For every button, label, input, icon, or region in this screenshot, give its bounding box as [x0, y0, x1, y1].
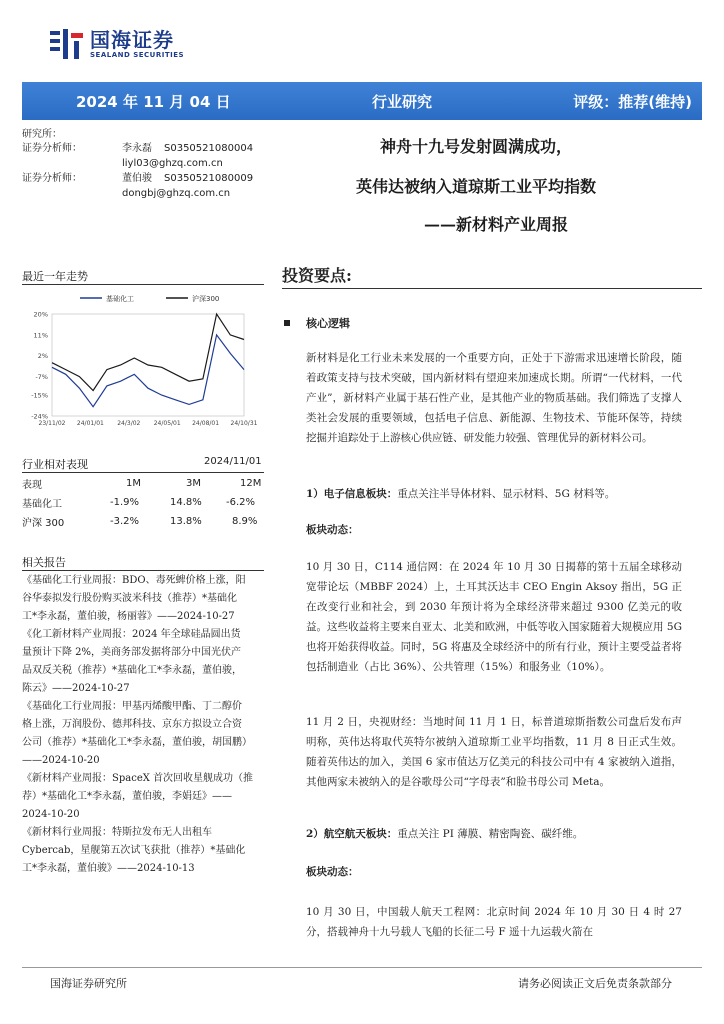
table-row [22, 493, 264, 511]
perf-row-12m: -6.2% [226, 496, 256, 508]
perf-row-12m: 8.9% [232, 515, 258, 527]
x-tick-label: 23/11/02 [38, 420, 66, 427]
report-line: 公司（推荐）*基础化工*李永磊，董伯骏，胡国鹏） [22, 737, 252, 748]
section-aerospace-text: 重点关注 PI 薄膜、精密陶瓷、碳纤维。 [397, 828, 584, 840]
paragraph-core-logic: 新材料是化工行业未来发展的一个重要方向，正处于下游需求迅速增长阶段，随着政策支持与技术突破，国内新材料有望迎来加速成长期。所谓“一代材料，一代产业”，新材料产业属于基石性产业，是其他产业的物质基础。我们筛选了支撑人类社会发展的重要领域，包括电子信息、新能源、生物技术、节能环保等，持续挖掘并追踪处于上游核心供应链、研发能力较强、管理优异的新材料公司。 [306, 352, 682, 444]
x-tick-label: 24/01/01 [76, 420, 104, 427]
analyst-name-2: 董伯骏 [122, 173, 152, 184]
performance-date: 2024/11/01 [204, 456, 262, 467]
paragraph-nvidia: 11 月 2 日，央视财经：当地时间 11 月 1 日，标普道琼斯指数公司盘后发布声明称，英伟达将取代英特尔被纳入道琼斯工业平均指数，11 月 8 日正式生效。随着英伟达的加入，美国 6 家市值达万亿美元的科技公司中有 4 家被纳入道指，其他两家未被纳入的是谷歌母公司“字母表”和脸书母公司 Meta。 [306, 716, 682, 788]
report-date: 2024 年 11 月 04 日 [76, 93, 231, 111]
footer-right: 请务必阅读正文后免责条款部分 [518, 977, 672, 990]
logo-mark-icon [50, 27, 84, 61]
title-line-2: 英伟达被纳入道琼斯工业平均指数 [355, 177, 596, 196]
report-line: 陈云》——2024-10-27 [22, 683, 130, 694]
dynamics-label-1: 板块动态： [306, 524, 359, 536]
analyst-role-2: 证券分析师： [22, 173, 82, 184]
analyst-cert-1: S0350521080004 [164, 143, 254, 154]
series-line [52, 314, 244, 391]
report-line: 荐）*基础化工*李永磊，董伯骏，李娟廷》—— [22, 791, 232, 802]
perf-row-3m: 13.8% [170, 515, 202, 527]
y-tick-label: 20% [33, 310, 48, 319]
report-line: 量预计下降 2%，美商务部发据将部分中国光伏产 [22, 647, 242, 658]
reports-list [22, 572, 264, 878]
section-aerospace [306, 824, 682, 844]
report-category: 行业研究 [372, 93, 433, 111]
company-logo [50, 24, 184, 64]
perf-row-name: 基础化工 [22, 498, 62, 510]
perf-header-1m: 1M [126, 477, 141, 489]
section-electronics [306, 484, 682, 504]
legend-label: 基础化工 [106, 295, 134, 303]
y-tick-label: -7% [35, 373, 48, 382]
trend-chart [22, 290, 264, 430]
analyst-name-1: 李永磊 [122, 143, 152, 154]
report-line: 品双反关税（推荐）*基础化工*李永磊，董伯骏， [22, 665, 242, 676]
perf-header-label: 表现 [22, 479, 42, 491]
report-line: 谷华泰拟发行股份购买波米科技（推荐）*基础化 [22, 593, 237, 604]
report-line: 《新材料产业周报：SpaceX 首次回收星舰成功（推 [22, 773, 254, 784]
header-banner [22, 82, 702, 120]
core-logic-heading: 核心逻辑 [306, 317, 350, 330]
report-line: 《化工新材料产业周报：2024 年全球硅晶圆出货 [22, 629, 241, 640]
y-tick-label: -15% [31, 391, 48, 400]
paragraph-shenzhou: 10 月 30 日，中国载人航天工程网：北京时间 2024 年 10 月 30 日 4 时 27 分，搭载神舟十九号载人飞船的长征二号 F 遥十九运载火箭在 [306, 906, 682, 938]
report-rating: 评级：推荐(维持) [573, 93, 692, 111]
perf-row-1m: -1.9% [110, 496, 140, 508]
analyst-email-1: liyl03@ghzq.com.cn [122, 158, 223, 169]
footer-divider [22, 967, 702, 968]
bullet-square-icon [284, 320, 290, 326]
report-line: 2024-10-20 [22, 809, 80, 820]
table-row [22, 512, 264, 530]
x-tick-label: 24/10/31 [230, 420, 258, 427]
reports-divider [22, 570, 264, 571]
perf-row-3m: 14.8% [170, 496, 202, 508]
analyst-role-1: 证券分析师： [22, 143, 82, 154]
report-line: Cybercab，星舰第五次试飞获批（推荐）*基础化 [22, 845, 246, 856]
performance-header-row [22, 474, 264, 492]
report-line: 格上涨，万润股份、德邦科技、京东方拟设立合资 [22, 719, 242, 730]
trend-heading: 最近一年走势 [22, 270, 88, 283]
performance-heading: 行业相对表现 [22, 458, 88, 471]
section-aerospace-label: 2）航空航天板块： [306, 828, 398, 840]
report-line: 《新材料行业周报：特斯拉发布无人出租车 [22, 827, 212, 838]
legend-label: 沪深300 [192, 295, 220, 303]
y-tick-label: 11% [33, 331, 48, 340]
section-electronics-label: 1）电子信息板块： [306, 488, 398, 500]
y-tick-label: 2% [37, 352, 48, 361]
performance-divider [22, 472, 264, 473]
paragraph-mbbf: 10 月 30 日，C114 通信网：在 2024 年 10 月 30 日揭幕的第十五届全球移动宽带论坛（MBBF 2024）上，土耳其沃达丰 CEO Engin Aksoy 指出，5G 正在改变行业和社会，到 2030 年预计将为全球经济带来超过 9300 亿美元的收益。这些收益将主要来自亚太、北美和欧洲，中低等收入国家随着大规模应用 5G 也将开始获得收益。同时，5G 将惠及全球经济中的所有行业，预计主要受益者将包括制造业（占比 36%）、公共管理（15%）和服务业（10%）。 [306, 561, 682, 673]
logo-cn-text: 国海证券 [90, 28, 174, 52]
y-tick-label: -24% [31, 412, 48, 421]
analyst-email-2: dongbj@ghzq.com.cn [122, 188, 231, 199]
report-line: 工*李永磊，董伯骏》——2024-10-13 [22, 863, 195, 874]
perf-header-3m: 3M [186, 477, 201, 489]
perf-row-1m: -3.2% [110, 515, 140, 527]
perf-header-12m: 12M [240, 477, 262, 489]
title-line-1: 神舟十九号发射圆满成功， [379, 137, 572, 156]
perf-row-name: 沪深 300 [22, 517, 65, 529]
logo-en-text: SEALAND SECURITIES [90, 51, 185, 59]
report-line: 《基础化工行业周报：甲基丙烯酸甲酯、丁二醇价 [22, 701, 242, 712]
x-tick-label: 24/08/01 [192, 420, 220, 427]
x-tick-label: 24/05/01 [153, 420, 181, 427]
series-line [52, 335, 244, 407]
section-electronics-text: 重点关注半导体材料、显示材料、5G 材料等。 [397, 488, 616, 500]
title-line-3: ——新材料产业周报 [423, 215, 568, 234]
report-line: 工*李永磊，董伯骏，杨丽蓉》——2024-10-27 [22, 611, 235, 622]
analyst-cert-2: S0350521080009 [164, 173, 254, 184]
trend-divider [22, 284, 264, 285]
reports-heading: 相关报告 [22, 556, 66, 569]
report-line: ——2024-10-20 [22, 755, 100, 766]
report-line: 《基础化工行业周报：BDO、毒死蜱价格上涨，阳 [22, 575, 246, 586]
footer-left: 国海证券研究所 [50, 977, 127, 990]
dynamics-label-2: 板块动态： [306, 866, 359, 878]
main-heading: 投资要点: [282, 266, 352, 285]
research-label: 研究所： [22, 129, 62, 140]
x-tick-label: 24/3/02 [117, 420, 141, 427]
main-divider [282, 288, 702, 289]
